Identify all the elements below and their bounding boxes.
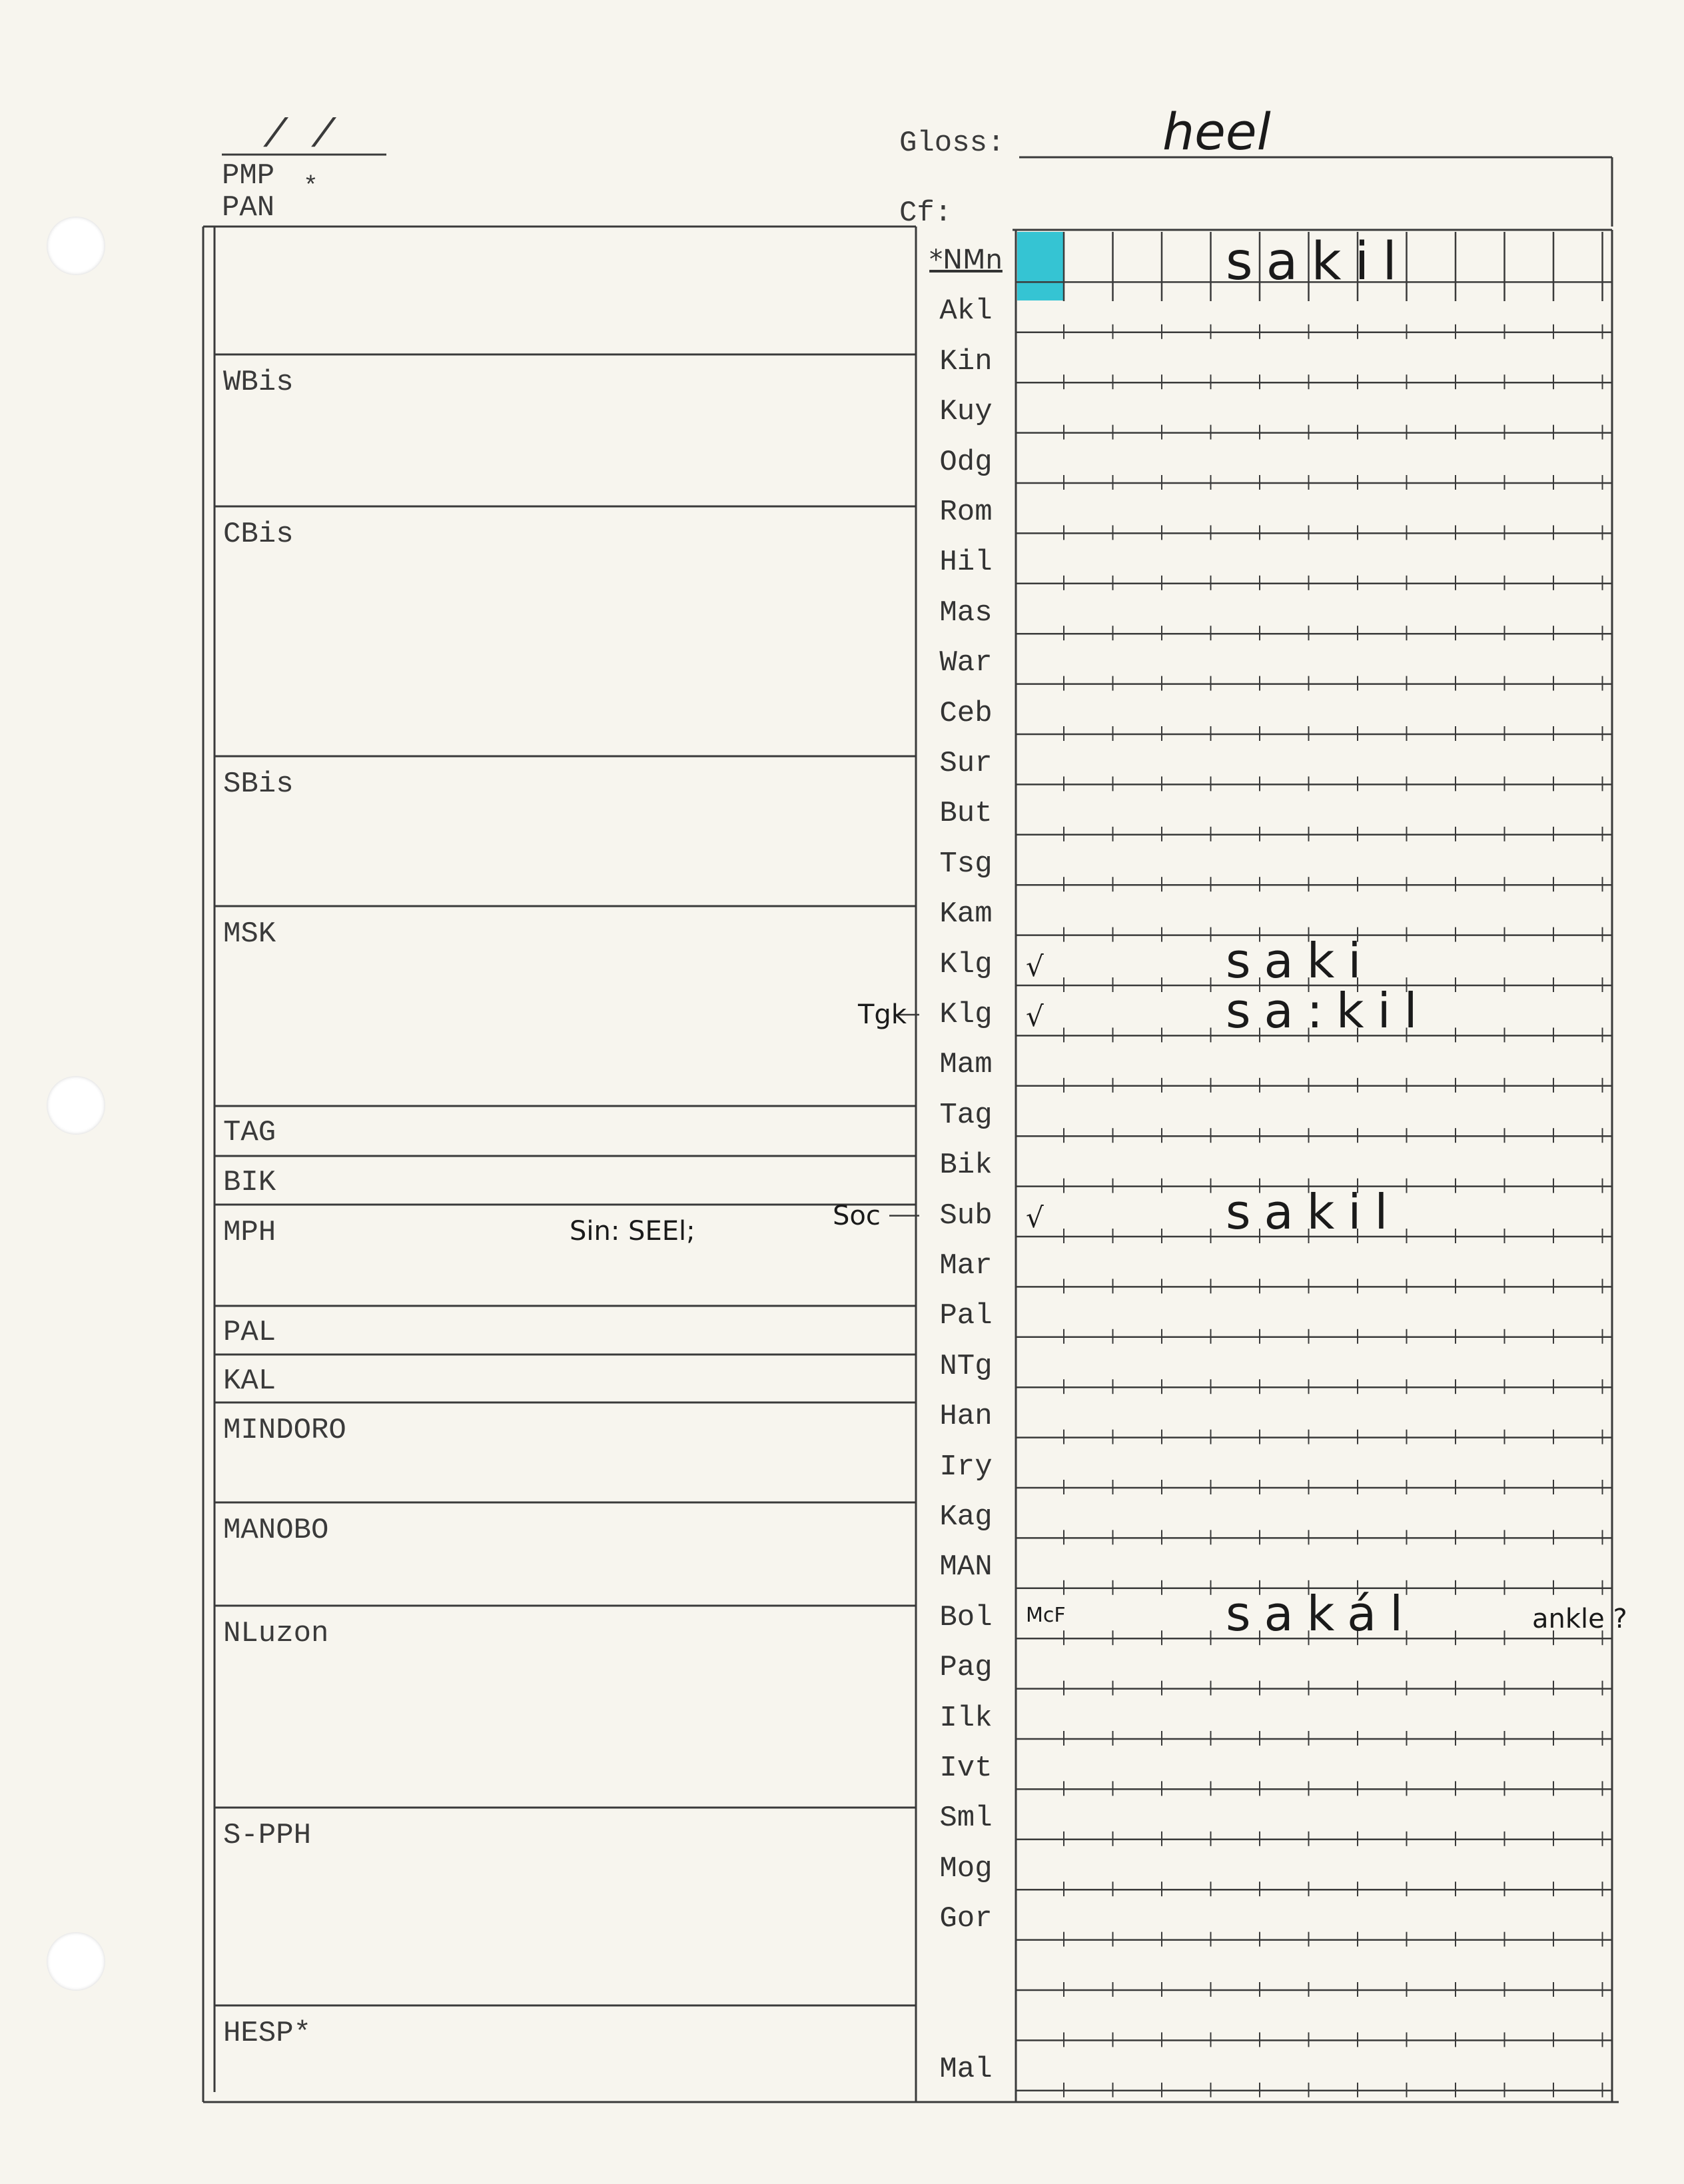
- language-code: But: [939, 797, 993, 831]
- language-code: Ceb: [939, 696, 993, 730]
- language-code: Tag: [939, 1098, 993, 1132]
- reflex-note: ankle ?: [1532, 1603, 1627, 1634]
- group-label: WBis: [223, 366, 294, 399]
- reflex-form: sa:kil: [1226, 983, 1431, 1039]
- language-code: Bik: [939, 1149, 993, 1183]
- group-label: MINDORO: [223, 1414, 346, 1447]
- language-code: Sur: [939, 747, 993, 780]
- group-label: TAG: [223, 1116, 276, 1149]
- language-code: Kam: [939, 897, 993, 931]
- check-mark: √: [1026, 949, 1044, 983]
- check-mark: McF: [1026, 1603, 1066, 1627]
- language-code: Han: [939, 1400, 993, 1434]
- language-code: Kin: [939, 344, 993, 378]
- language-code: Mar: [939, 1249, 993, 1283]
- reflex-form: saki: [1226, 932, 1375, 989]
- reflex-form: sakil: [1226, 1183, 1402, 1240]
- source-prefix: Soc: [833, 1200, 881, 1231]
- language-code: Mas: [939, 596, 993, 630]
- language-code: Akl: [939, 294, 993, 328]
- language-code: Bol: [939, 1600, 993, 1634]
- language-code: Tsg: [939, 847, 993, 881]
- language-code: Mal: [939, 2053, 993, 2087]
- group-label: CBis: [223, 518, 294, 551]
- language-code: Klg: [939, 947, 993, 981]
- group-label: MANOBO: [223, 1514, 329, 1547]
- group-label: S-PPH: [223, 1819, 312, 1852]
- group-label: PAL: [223, 1316, 276, 1349]
- language-code: Mam: [939, 1048, 993, 1082]
- pmp-label: PMP: [222, 159, 275, 193]
- language-code: NTg: [939, 1349, 993, 1383]
- language-code: Odg: [939, 445, 993, 479]
- language-code: Sub: [939, 1199, 993, 1233]
- language-code: War: [939, 646, 993, 680]
- date-marks: / /: [263, 114, 336, 159]
- reflex-form: sakil: [1226, 232, 1410, 292]
- group-label: HESP*: [223, 2017, 312, 2050]
- language-code: Ilk: [939, 1701, 993, 1735]
- cf-label: Cf:: [899, 197, 953, 230]
- source-prefix: Tgk: [858, 999, 907, 1030]
- group-label: MSK: [223, 917, 276, 951]
- language-code: Gor: [939, 1902, 993, 1936]
- pmp-asterisk: *: [303, 173, 318, 201]
- language-code: Kag: [939, 1500, 993, 1534]
- language-code: Pag: [939, 1651, 993, 1685]
- language-code: MAN: [939, 1550, 993, 1584]
- gloss-label: Gloss:: [899, 127, 1005, 160]
- language-code: *NMn: [929, 245, 1003, 275]
- check-mark: √: [1026, 1201, 1044, 1234]
- language-code: Sml: [939, 1802, 993, 1836]
- language-code: Iry: [939, 1450, 993, 1484]
- language-code: Mog: [939, 1852, 993, 1886]
- group-note: Sin: SEEl;: [570, 1216, 695, 1247]
- group-label: BIK: [223, 1166, 276, 1199]
- language-code: Pal: [939, 1299, 993, 1333]
- language-code: Ivt: [939, 1752, 993, 1785]
- group-label: SBis: [223, 768, 294, 801]
- language-code: Kuy: [939, 395, 993, 429]
- group-label: MPH: [223, 1216, 276, 1249]
- check-mark: √: [1026, 1000, 1044, 1033]
- group-label: NLuzon: [223, 1617, 329, 1650]
- group-label: KAL: [223, 1365, 276, 1398]
- highlight-cell: [1017, 232, 1064, 300]
- pan-label: PAN: [222, 191, 275, 225]
- language-code: Klg: [939, 998, 993, 1031]
- language-code: Rom: [939, 496, 993, 529]
- language-code: Hil: [939, 546, 993, 580]
- gloss-value: heel: [1162, 102, 1271, 161]
- reflex-form: sakál: [1226, 1585, 1417, 1642]
